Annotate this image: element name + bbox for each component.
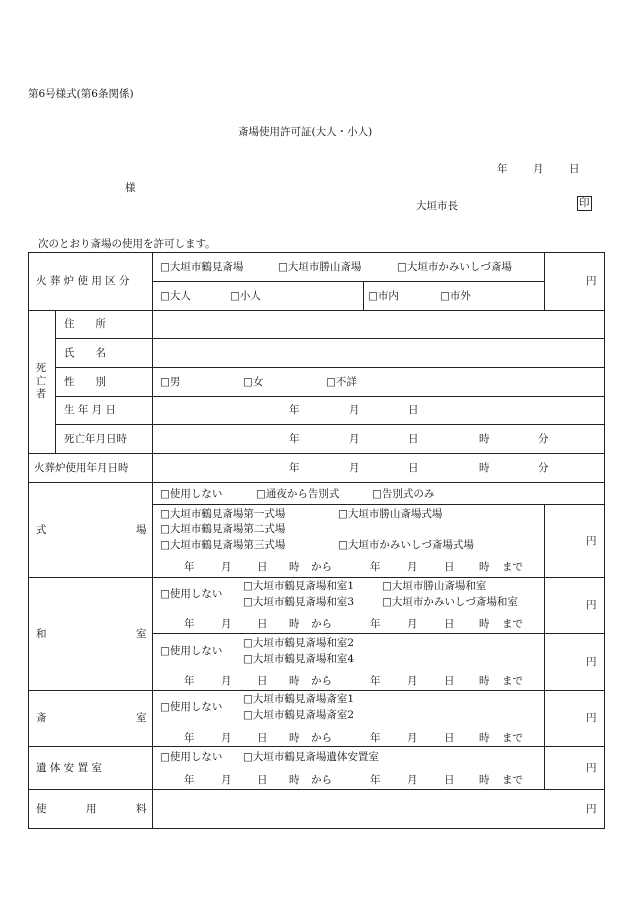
checkbox-katsuyama[interactable]: □大垣市勝山斎場 (278, 261, 362, 273)
table-line (28, 482, 605, 483)
checkbox-child[interactable]: □小人 (230, 290, 261, 302)
unit-until: まで (502, 732, 523, 744)
label-mortuary: 遺 体 安 置 室 (36, 762, 102, 774)
fee-yen: 円 (586, 712, 597, 724)
unit-day: 日 (408, 462, 419, 474)
table-line (544, 504, 545, 577)
checkbox-tsurumi[interactable]: □大垣市鶴見斎場 (160, 261, 244, 273)
date-year: 年 (497, 163, 508, 175)
checkbox-tsurumi-washitsu-3[interactable]: □大垣市鶴見斎場和室3 (243, 596, 355, 608)
checkbox-not-used[interactable]: □使用しない (160, 751, 223, 763)
table-line (55, 424, 605, 425)
unit-from: から (311, 732, 332, 744)
label-death-datetime: 死亡年月日時 (64, 433, 127, 445)
unit-hour: 時 (479, 732, 490, 744)
table-line (152, 281, 544, 282)
label-birth-date: 生 年 月 日 (64, 404, 117, 416)
checkbox-in-city[interactable]: □市内 (368, 290, 399, 302)
unit-day: 日 (257, 675, 268, 687)
table-line (152, 633, 605, 634)
unit-month: 月 (221, 618, 232, 630)
unit-year: 年 (289, 433, 300, 445)
label-japanese-room-b: 室 (136, 628, 147, 640)
unit-month: 月 (407, 675, 418, 687)
unit-year: 年 (184, 561, 195, 573)
fee-yen: 円 (586, 656, 597, 668)
fee-yen: 円 (586, 762, 597, 774)
issuer: 大垣市長 (416, 200, 458, 212)
unit-from: から (311, 561, 332, 573)
checkbox-kamiishizu[interactable]: □大垣市かみいしづ斎場 (397, 261, 512, 273)
unit-year: 年 (370, 774, 381, 786)
checkbox-tsurumi-hall-2[interactable]: □大垣市鶴見斎場第二式場 (160, 523, 286, 535)
unit-month: 月 (221, 732, 232, 744)
unit-hour: 時 (289, 618, 300, 630)
label-cremation-datetime: 火葬炉使用年月日時 (34, 462, 129, 474)
label-fee-b: 用 (86, 803, 97, 815)
unit-month: 月 (407, 732, 418, 744)
checkbox-tsurumi-hall-1[interactable]: □大垣市鶴見斎場第一式場 (160, 508, 286, 520)
label-name: 氏 名 (64, 347, 106, 359)
unit-year: 年 (370, 675, 381, 687)
document-title: 斎場使用許可証(大人・小人) (238, 126, 373, 138)
unit-day: 日 (408, 404, 419, 416)
form-number: 第6号様式(第6条関係) (28, 88, 134, 100)
unit-day: 日 (444, 561, 455, 573)
table-line (55, 310, 56, 453)
unit-from: から (311, 618, 332, 630)
unit-hour: 時 (479, 675, 490, 687)
table-line (28, 310, 605, 311)
checkbox-katsuyama-hall[interactable]: □大垣市勝山斎場式場 (338, 508, 443, 520)
table-line (152, 504, 605, 505)
checkbox-not-used[interactable]: □使用しない (160, 645, 223, 657)
label-sex: 性 別 (64, 376, 106, 388)
unit-hour: 時 (479, 433, 490, 445)
unit-year: 年 (184, 732, 195, 744)
unit-month: 月 (407, 618, 418, 630)
unit-from: から (311, 675, 332, 687)
unit-year: 年 (184, 618, 195, 630)
unit-year: 年 (370, 561, 381, 573)
unit-month: 月 (349, 433, 360, 445)
date-month: 月 (533, 163, 544, 175)
unit-month: 月 (349, 404, 360, 416)
unit-hour: 時 (289, 561, 300, 573)
table-line (28, 746, 605, 747)
unit-month: 月 (407, 774, 418, 786)
unit-minute: 分 (538, 462, 549, 474)
table-line (28, 252, 605, 253)
unit-until: まで (502, 675, 523, 687)
table-line (28, 252, 29, 829)
unit-hour: 時 (479, 618, 490, 630)
unit-day: 日 (257, 561, 268, 573)
unit-day: 日 (444, 732, 455, 744)
unit-hour: 時 (479, 462, 490, 474)
unit-day: 日 (257, 618, 268, 630)
table-line (544, 252, 545, 310)
fee-yen: 円 (586, 599, 597, 611)
table-line (28, 690, 605, 691)
unit-year: 年 (370, 618, 381, 630)
checkbox-kamiishizu-hall[interactable]: □大垣市かみいしづ斎場式場 (338, 539, 474, 551)
unit-month: 月 (407, 561, 418, 573)
fee-yen: 円 (586, 275, 597, 287)
fee-yen: 円 (586, 803, 597, 815)
checkbox-tsurumi-washitsu-4[interactable]: □大垣市鶴見斎場和室4 (243, 653, 355, 665)
checkbox-wake-to-funeral[interactable]: □通夜から告別式 (256, 488, 340, 500)
table-line (28, 828, 605, 829)
date-day: 日 (569, 163, 580, 175)
table-line (55, 338, 605, 339)
checkbox-tsurumi-hall-3[interactable]: □大垣市鶴見斎場第三式場 (160, 539, 286, 551)
addressee-suffix: 様 (125, 182, 136, 194)
unit-until: まで (502, 561, 523, 573)
unit-month: 月 (349, 462, 360, 474)
checkbox-funeral-only[interactable]: □告別式のみ (372, 488, 435, 500)
checkbox-out-of-city[interactable]: □市外 (440, 290, 471, 302)
unit-until: まで (502, 618, 523, 630)
unit-year: 年 (184, 774, 195, 786)
label-ceremony-hall-b: 場 (136, 524, 147, 536)
checkbox-tsurumi-washitsu-2[interactable]: □大垣市鶴見斎場和室2 (243, 637, 355, 649)
checkbox-not-used[interactable]: □使用しない (160, 588, 223, 600)
unit-from: から (311, 774, 332, 786)
table-line (28, 577, 605, 578)
unit-day: 日 (444, 675, 455, 687)
checkbox-tsurumi-saishitsu-1[interactable]: □大垣市鶴見斎場斎室1 (243, 693, 355, 705)
unit-day: 日 (444, 618, 455, 630)
table-line (55, 396, 605, 397)
label-funeral-room-a: 斎 (36, 712, 47, 724)
unit-day: 日 (257, 774, 268, 786)
unit-year: 年 (184, 675, 195, 687)
unit-month: 月 (221, 561, 232, 573)
unit-month: 月 (221, 774, 232, 786)
unit-until: まで (502, 774, 523, 786)
table-line (28, 789, 605, 790)
unit-day: 日 (257, 732, 268, 744)
checkbox-female[interactable]: □女 (243, 376, 264, 388)
label-japanese-room-a: 和 (36, 628, 47, 640)
seal-mark: 印 (579, 197, 590, 209)
unit-year: 年 (289, 404, 300, 416)
label-ceremony-hall-a: 式 (36, 524, 47, 536)
checkbox-adult[interactable]: □大人 (160, 290, 191, 302)
label-fee-a: 使 (36, 803, 47, 815)
checkbox-tsurumi-saishitsu-2[interactable]: □大垣市鶴見斎場斎室2 (243, 709, 355, 721)
label-funeral-room-b: 室 (136, 712, 147, 724)
unit-hour: 時 (289, 675, 300, 687)
deceased-group-label: 死亡者 (35, 362, 47, 400)
label-address: 住 所 (64, 318, 106, 330)
checkbox-tsurumi-washitsu-1[interactable]: □大垣市鶴見斎場和室1 (243, 580, 355, 592)
unit-year: 年 (370, 732, 381, 744)
row-label-cremation-category: 火 葬 炉 使 用 区 分 (36, 275, 130, 287)
checkbox-not-used[interactable]: □使用しない (160, 701, 223, 713)
checkbox-katsuyama-washitsu[interactable]: □大垣市勝山斎場和室 (382, 580, 487, 592)
table-line (544, 577, 545, 789)
table-line (55, 367, 605, 368)
unit-month: 月 (221, 675, 232, 687)
checkbox-not-used[interactable]: □使用しない (160, 488, 223, 500)
table-line (28, 453, 605, 454)
checkbox-kamiishizu-washitsu[interactable]: □大垣市かみいしづ斎場和室 (382, 596, 518, 608)
table-line (363, 281, 364, 310)
unit-year: 年 (289, 462, 300, 474)
unit-day: 日 (408, 433, 419, 445)
unit-minute: 分 (538, 433, 549, 445)
fee-yen: 円 (586, 535, 597, 547)
unit-hour: 時 (479, 774, 490, 786)
checkbox-tsurumi-mortuary[interactable]: □大垣市鶴見斎場遺体安置室 (243, 751, 379, 763)
checkbox-unknown[interactable]: □不詳 (326, 376, 357, 388)
label-fee-c: 料 (136, 803, 147, 815)
unit-hour: 時 (479, 561, 490, 573)
unit-hour: 時 (289, 732, 300, 744)
checkbox-male[interactable]: □男 (160, 376, 181, 388)
unit-day: 日 (444, 774, 455, 786)
statement: 次のとおり斎場の使用を許可します。 (38, 238, 216, 250)
unit-hour: 時 (289, 774, 300, 786)
